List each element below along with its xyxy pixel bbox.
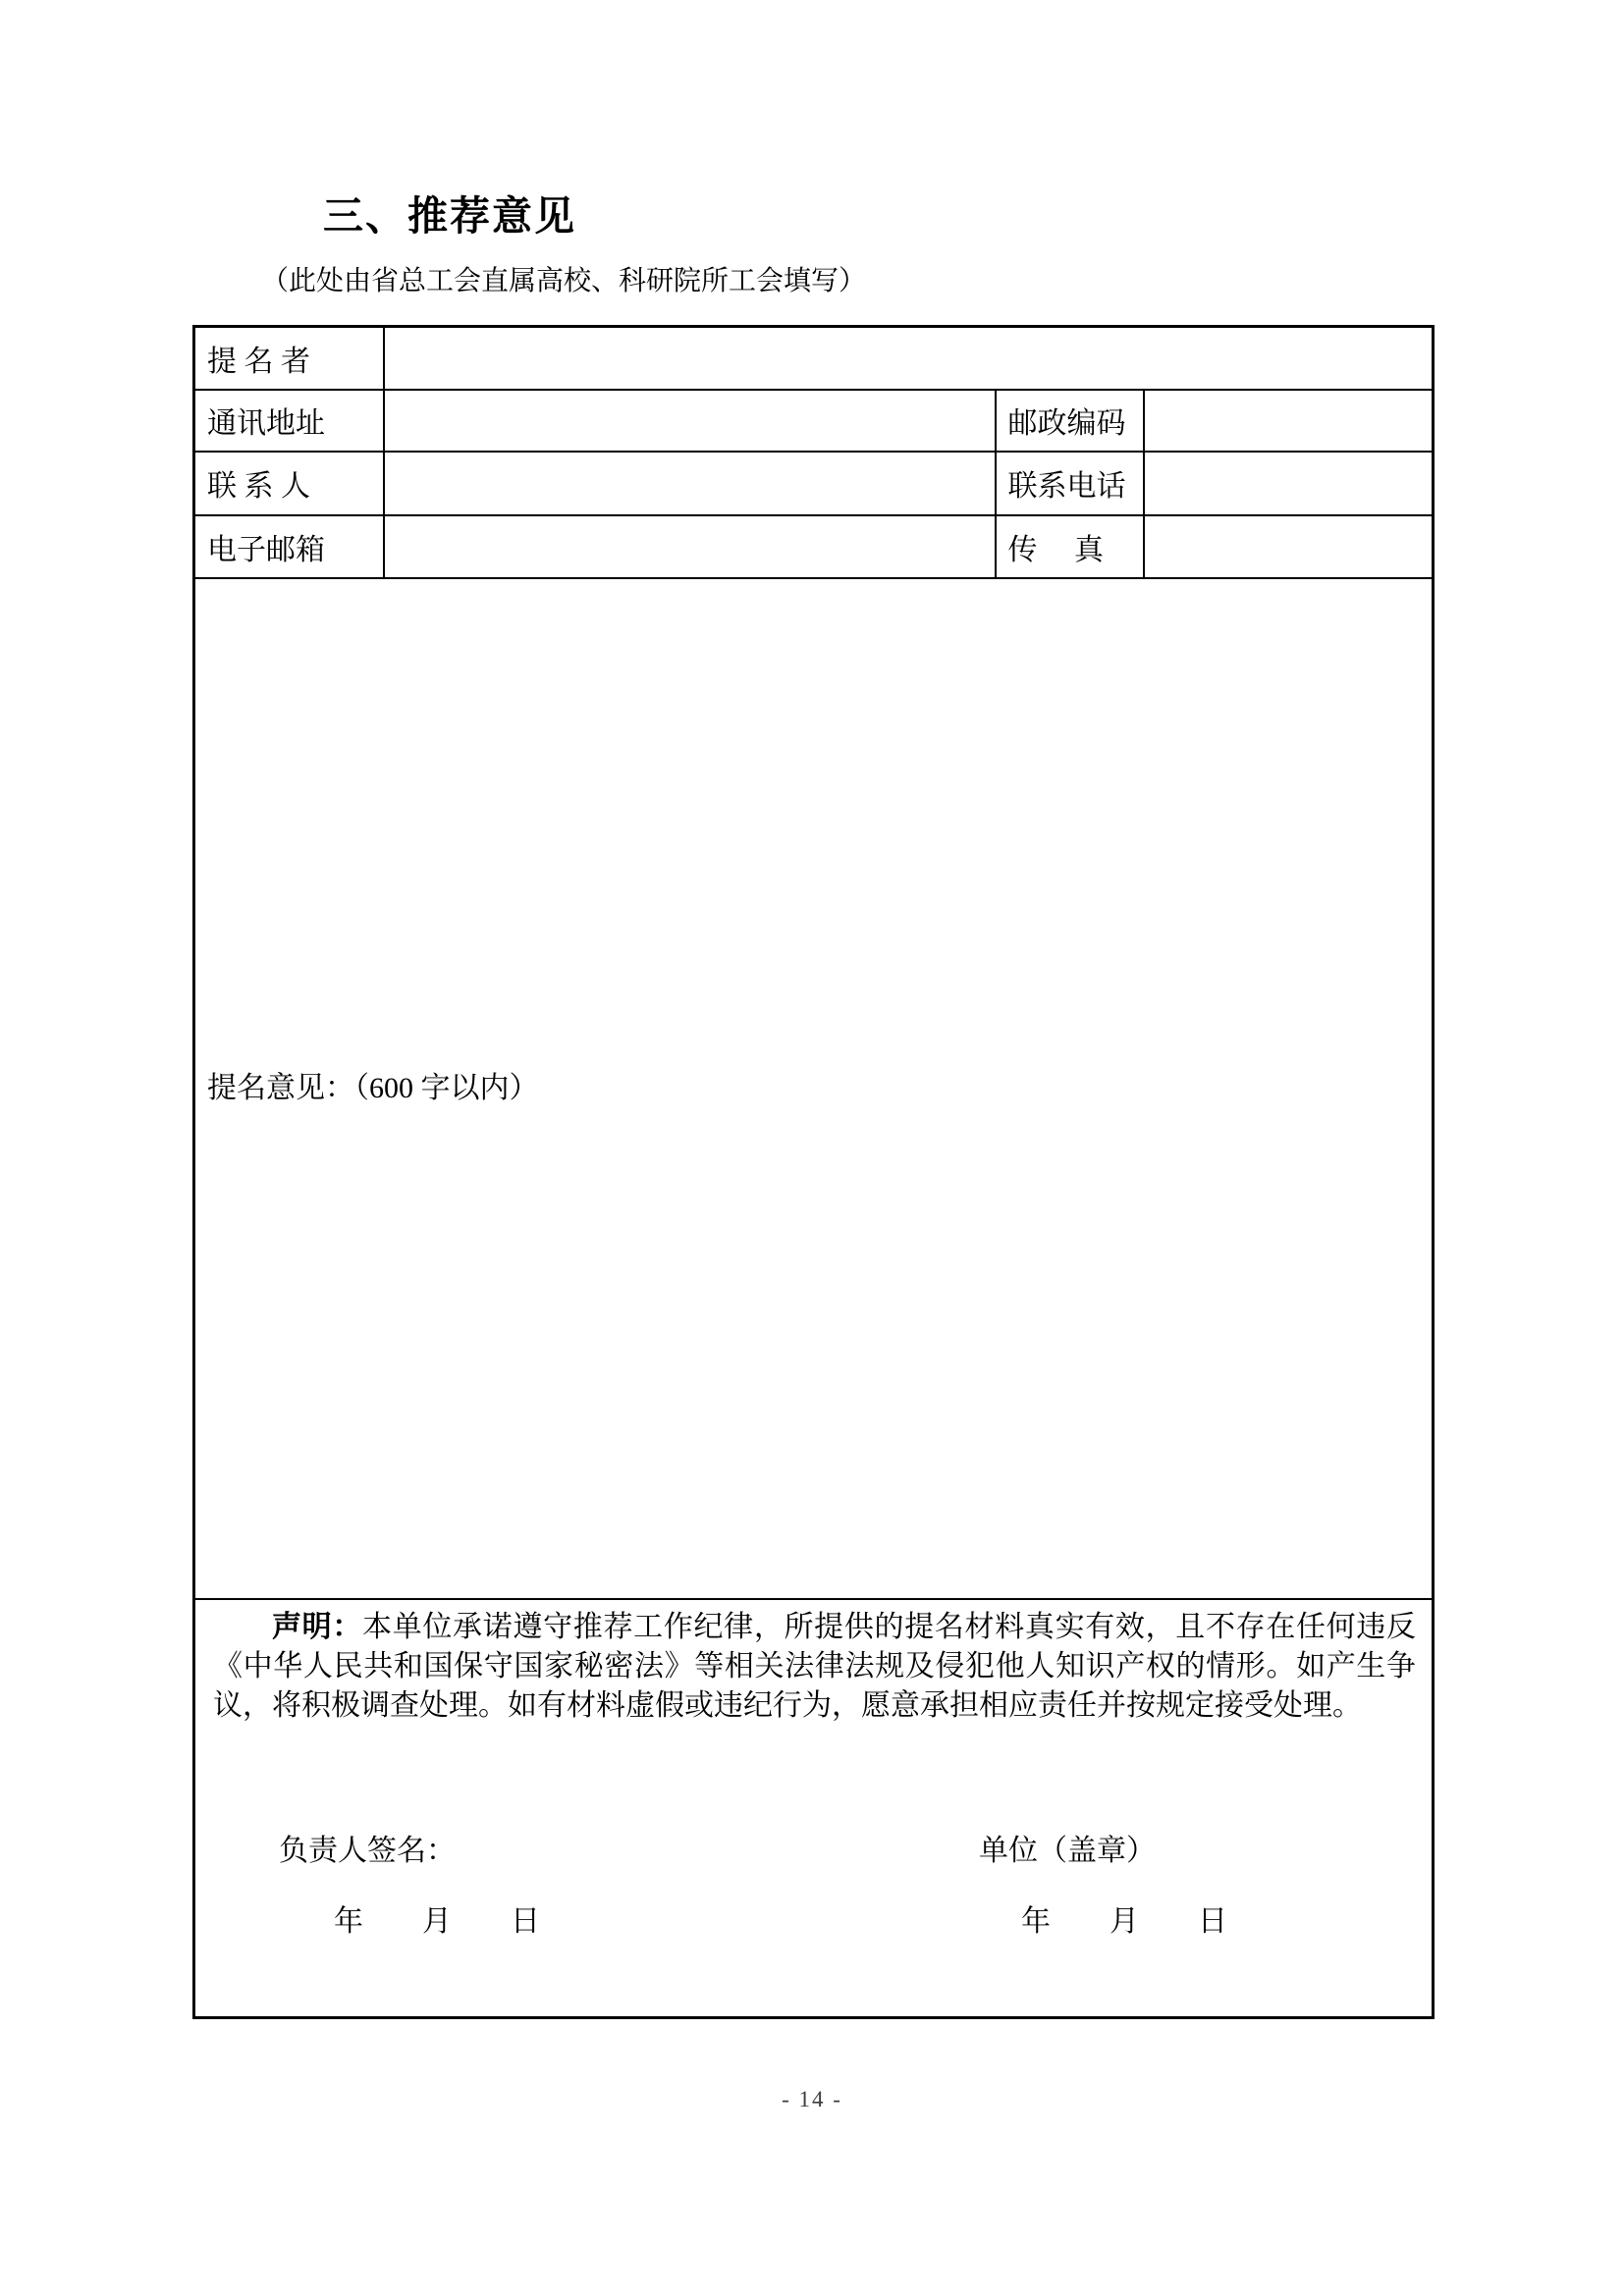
nominator-value-cell[interactable]: [384, 327, 1434, 390]
page-number: - 14 -: [782, 2087, 842, 2111]
contact-phone-value-cell[interactable]: [1144, 452, 1434, 515]
table-row: [194, 578, 1434, 1599]
nomination-opinion-cell[interactable]: [194, 578, 1434, 1599]
declaration-wrap: [207, 1600, 1426, 2016]
section-subtitle: （此处由省总工会直属高校、科研院所工会填写）: [261, 266, 867, 296]
nominator-label-cell: 提 名 者: [194, 327, 384, 390]
unit-seal-label: 单位（盖章）: [979, 1834, 1156, 1867]
fax-value-cell[interactable]: [1144, 515, 1434, 578]
nomination-opinion-label: 提名意见：（600 字以内）: [207, 1071, 539, 1104]
fax-label-cell: 传 真: [996, 515, 1144, 578]
table-row: [194, 1599, 1434, 2018]
table-row: [194, 515, 1434, 578]
contact-person-label-cell: 联 系 人: [194, 452, 384, 515]
date-right-label: 年 月 日: [1021, 1904, 1227, 1938]
table-row: [194, 452, 1434, 515]
address-label-cell: 通讯地址: [194, 390, 384, 452]
contact-person-value-cell[interactable]: [384, 452, 996, 515]
address-value-cell[interactable]: [384, 390, 996, 452]
declaration-cell: [194, 1599, 1434, 2018]
section-title: 三、推荐意见: [323, 193, 576, 239]
declaration-heading: 声明：: [272, 1610, 363, 1643]
table-row: [194, 327, 1434, 390]
table-row: [194, 390, 1434, 452]
declaration-body: 本单位承诺遵守推荐工作纪律，所提供的提名材料真实有效，且不存在任何违反《中华人民共和国保守国家秘密法》等相关法律法规及侵犯他人知识产权的情形。如产生争议，将积极调查处理。如有材料虚假或违纪行为，愿意承担相应责任并按规定接受处理。: [213, 1610, 1417, 1722]
email-value-cell[interactable]: [384, 515, 996, 578]
email-label-cell: 电子邮箱: [194, 515, 384, 578]
recommendation-form-table: [192, 325, 1435, 2019]
postal-code-label-cell: 邮政编码: [996, 390, 1144, 452]
declaration-paragraph: [213, 1608, 1416, 1726]
postal-code-value-cell[interactable]: [1144, 390, 1434, 452]
date-left-label: 年 月 日: [334, 1904, 540, 1938]
signer-signature-label: 负责人签名：: [279, 1834, 456, 1867]
contact-phone-label-cell: 联系电话: [996, 452, 1144, 515]
